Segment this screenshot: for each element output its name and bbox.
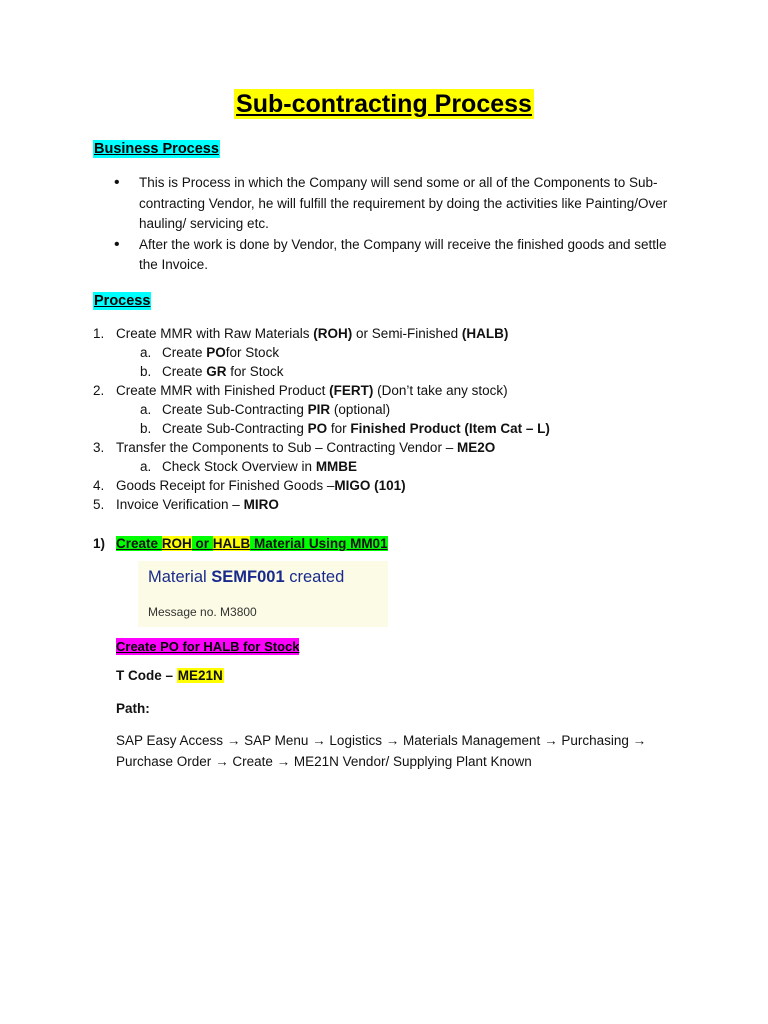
text-part: Create — [162, 345, 207, 360]
sap-status-message — [138, 561, 388, 627]
text-part: or Semi-Finished — [352, 326, 462, 341]
bold-part: PO — [307, 421, 328, 436]
item-text — [116, 476, 406, 495]
business-process-bullets — [114, 173, 674, 276]
path-step: Create — [232, 754, 273, 769]
step-text-green: or — [191, 536, 213, 551]
arrow-right-icon: → — [276, 754, 291, 769]
item-number: a. — [140, 345, 152, 360]
item-number: b. — [140, 364, 152, 379]
text-part: Create Sub-Contracting — [162, 421, 308, 436]
text-part: (optional) — [330, 402, 391, 417]
arrow-right-icon: → — [544, 733, 558, 748]
item-number: 3. — [93, 440, 105, 455]
item-number: b. — [140, 421, 152, 436]
bold-part: (FERT) — [329, 383, 374, 398]
item-number: 2. — [93, 383, 105, 398]
item-text — [116, 381, 508, 400]
step-number: 1) — [93, 536, 106, 551]
arrow-right-icon: → — [215, 754, 229, 769]
item-number: a. — [140, 402, 152, 417]
process-subitem — [93, 400, 693, 419]
path-step: Purchasing — [561, 733, 629, 748]
step-text-green: Create — [116, 536, 162, 551]
item-text — [162, 400, 390, 419]
process-subitem — [93, 362, 693, 381]
item-text — [162, 343, 279, 362]
process-item — [93, 438, 693, 457]
material-code: SEMF001 — [211, 568, 285, 586]
step-text-green: Material Using MM01 — [250, 536, 388, 551]
path-step: Purchase Order — [116, 754, 212, 769]
item-text — [162, 362, 284, 381]
process-heading: Process — [94, 293, 151, 309]
business-process-heading: Business Process — [94, 141, 219, 157]
tcode-value: ME21N — [177, 668, 223, 683]
process-item — [93, 324, 693, 343]
text-part: Goods Receipt for Finished Goods – — [116, 478, 335, 493]
sap-message-number: Message no. M3800 — [148, 605, 257, 619]
item-text — [162, 419, 550, 438]
process-subitem — [93, 457, 693, 476]
path-label: Path: — [116, 701, 150, 716]
bullet-item: • After the work is done by Vendor, the Company will receive the finished goods and settle the Invoice. — [114, 235, 674, 276]
text-part: Invoice Verification – — [116, 497, 244, 512]
process-list — [93, 324, 693, 514]
bold-part: MIGO (101) — [334, 478, 406, 493]
menu-path — [116, 730, 676, 772]
step-text-yellow: ROH — [161, 536, 192, 551]
item-text — [116, 324, 508, 343]
text-part: (Don’t take any stock) — [373, 383, 508, 398]
item-number: 4. — [93, 478, 105, 493]
tcode-line — [116, 667, 224, 685]
text-part: Transfer the Components to Sub – Contracting Vendor – — [116, 440, 457, 455]
bold-part: Finished Product (Item Cat – L) — [350, 421, 550, 436]
bold-part: (HALB) — [461, 326, 509, 341]
path-step: SAP Menu — [244, 733, 309, 748]
process-subitem — [93, 343, 693, 362]
page-title: Sub-contracting Process — [236, 90, 532, 118]
create-po-heading: Create PO for HALB for Stock — [116, 639, 300, 654]
bold-part: MIRO — [243, 497, 279, 512]
text-part: Create Sub-Contracting — [162, 402, 308, 417]
bold-part: ME2O — [456, 440, 496, 455]
arrow-right-icon: → — [226, 733, 241, 748]
item-text — [162, 457, 357, 476]
bold-part: (ROH) — [313, 326, 353, 341]
bold-part: GR — [206, 364, 227, 379]
path-step: SAP Easy Access — [116, 733, 224, 748]
item-number: 1. — [93, 326, 105, 341]
step-1-heading — [93, 535, 388, 553]
process-item — [93, 476, 693, 495]
process-subitem — [93, 419, 693, 438]
bold-part: PO — [206, 345, 226, 360]
message-part: created — [284, 568, 345, 586]
text-part: Create MMR with Raw Materials — [116, 326, 314, 341]
text-part: for — [327, 421, 351, 436]
process-item — [93, 381, 693, 400]
bullet-item: • This is Process in which the Company will send some or all of the Components to Sub-contracting Vendor, he will fulfill the requirement by doing the activities like Painting/Over hauling/ servicing etc. — [114, 173, 674, 235]
text-part: for Stock — [225, 345, 280, 360]
process-item — [93, 495, 693, 514]
item-text — [116, 495, 279, 514]
path-step: Materials Management — [402, 733, 541, 748]
title-wrapper — [0, 89, 768, 119]
text-part: Create MMR with Finished Product — [116, 383, 330, 398]
path-step: ME21N Vendor/ Supplying Plant Known — [293, 754, 532, 769]
message-part: Material — [148, 568, 212, 586]
sap-message-text — [148, 568, 344, 587]
text-part: Create — [162, 364, 207, 379]
item-number: a. — [140, 459, 152, 474]
path-step: Logistics — [329, 733, 382, 748]
arrow-right-icon: → — [385, 733, 400, 748]
arrow-right-icon: → — [632, 733, 647, 748]
item-text — [116, 438, 495, 457]
bold-part: MMBE — [315, 459, 358, 474]
text-part: for Stock — [226, 364, 284, 379]
item-number: 5. — [93, 497, 105, 512]
step-text-yellow: HALB — [212, 536, 251, 551]
bold-part: PIR — [307, 402, 331, 417]
tcode-label: T Code – — [116, 668, 177, 683]
text-part: Check Stock Overview in — [162, 459, 316, 474]
arrow-right-icon: → — [312, 733, 326, 748]
